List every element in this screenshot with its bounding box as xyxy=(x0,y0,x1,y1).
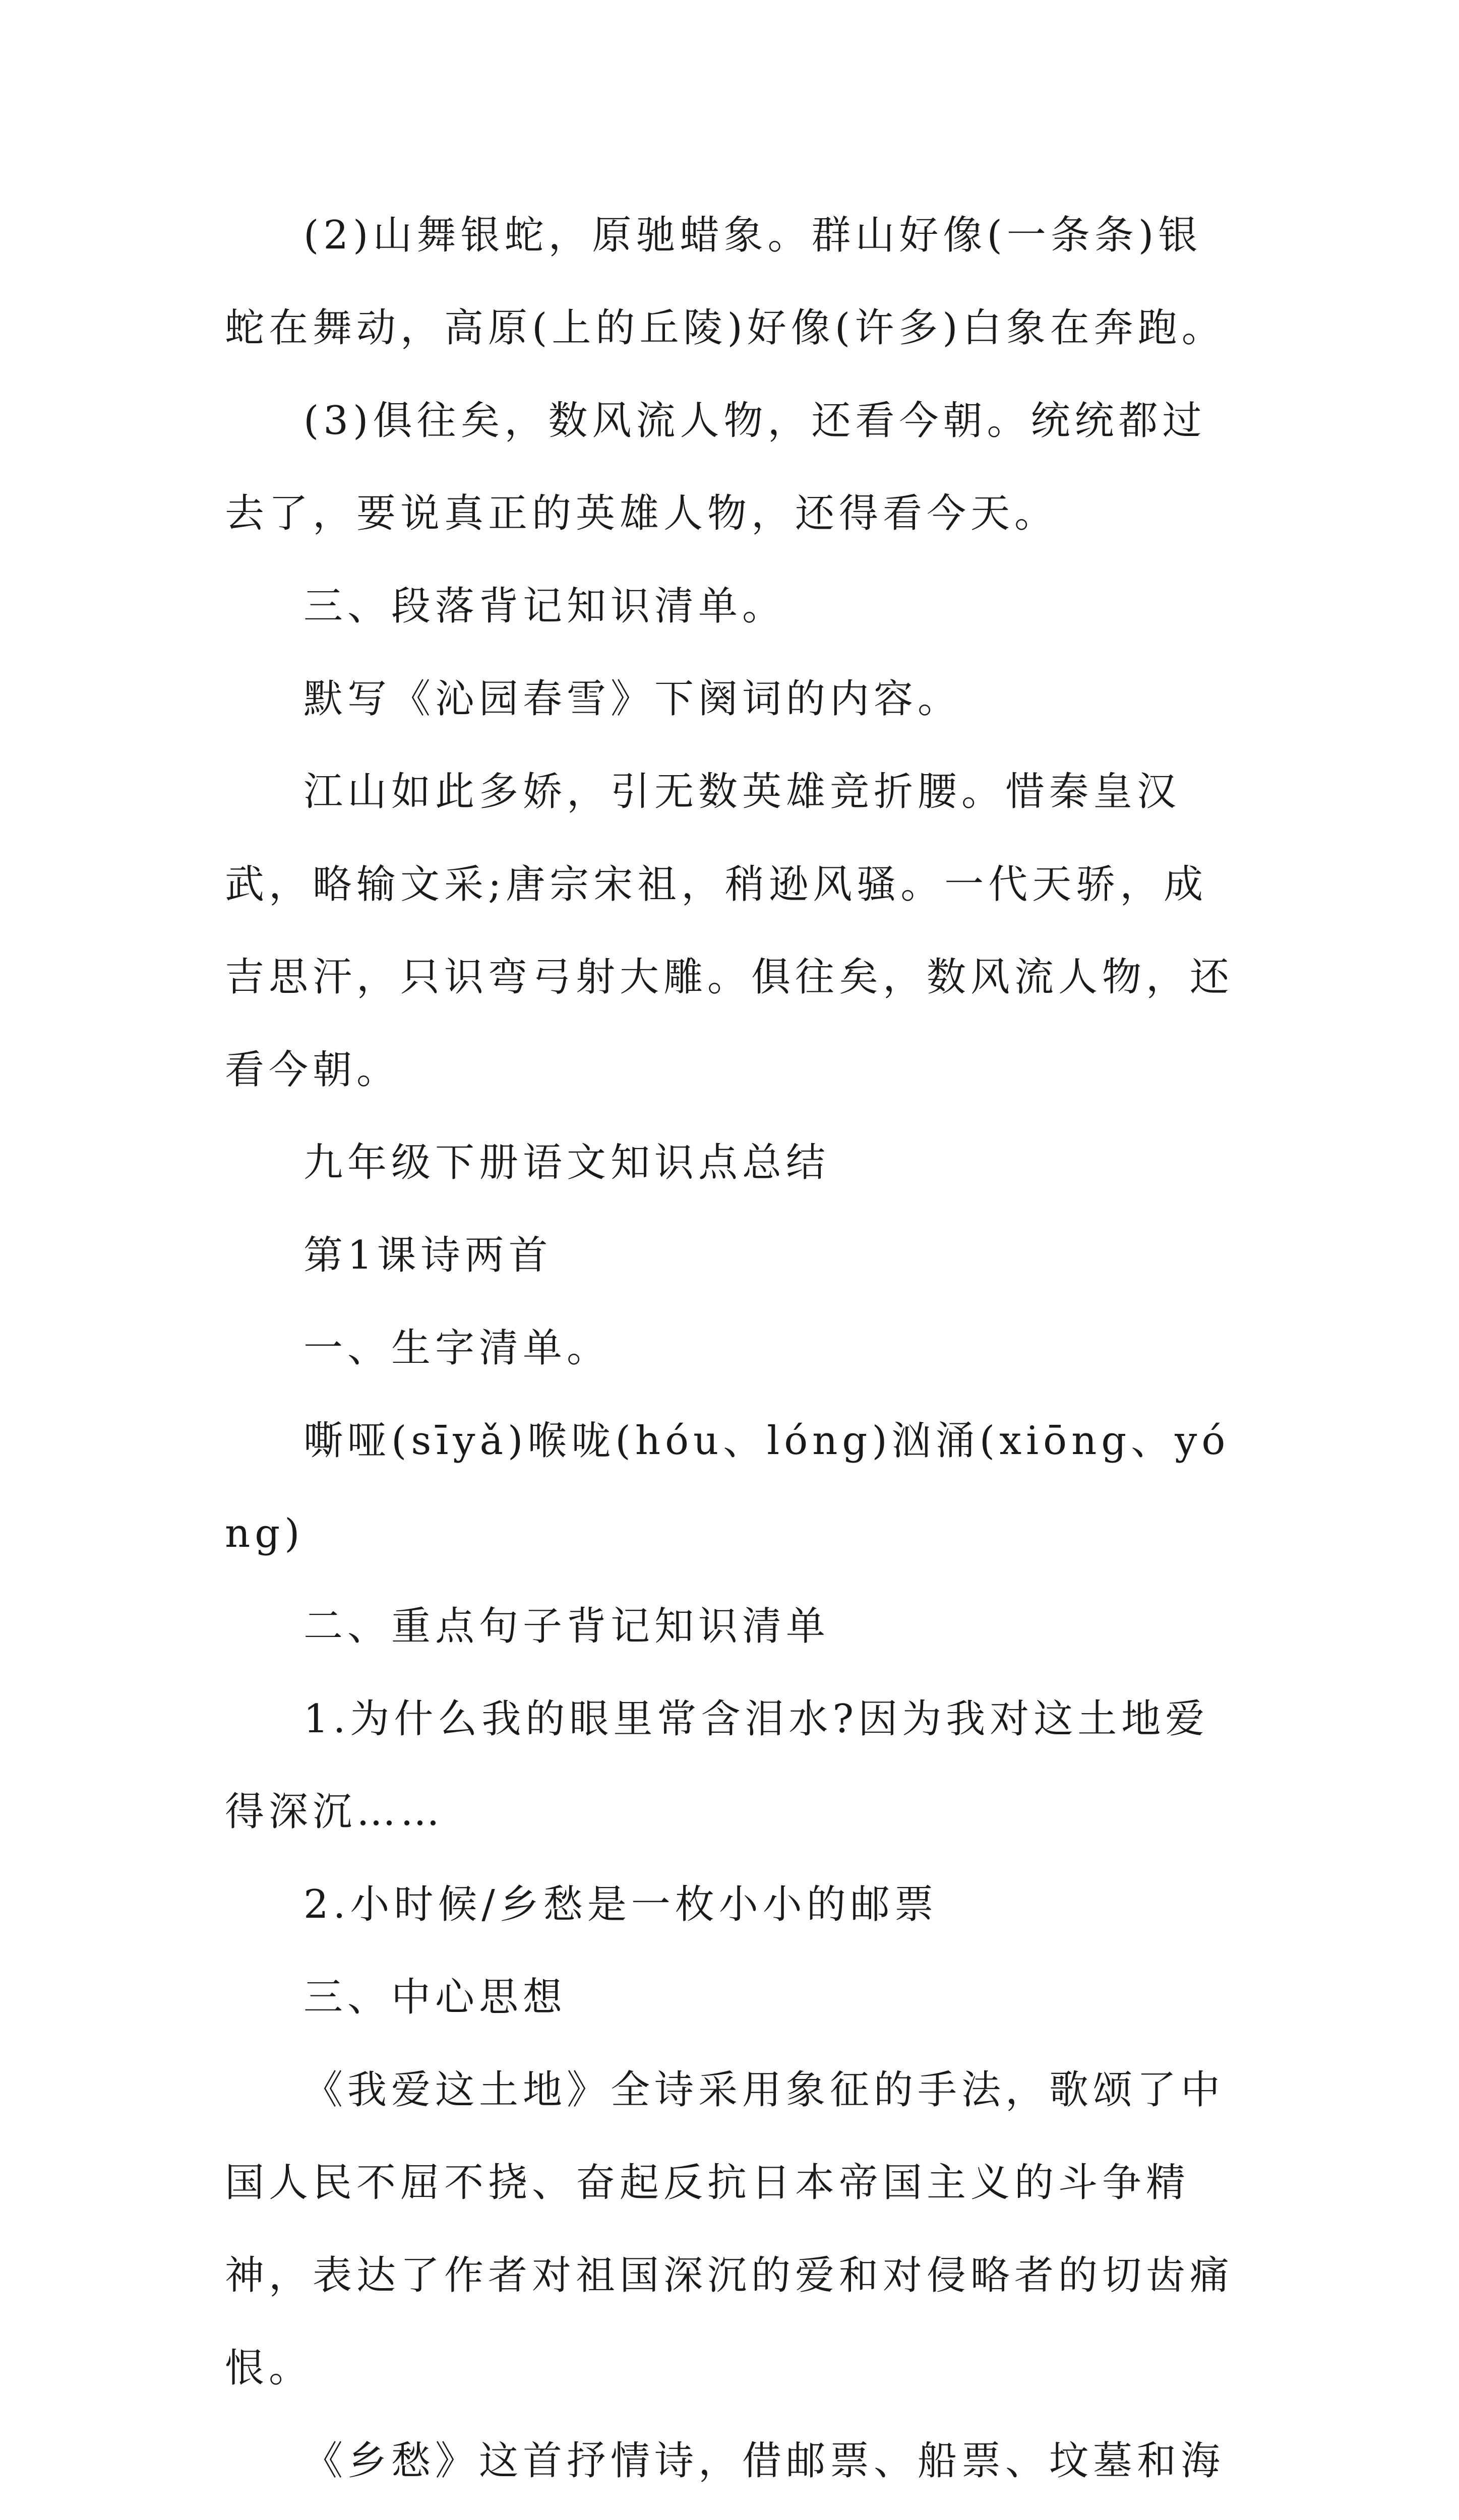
section-heading: 三、中心思想 xyxy=(303,1975,567,2020)
paragraph: 嘶哑(sīyǎ)喉咙(hóu、lóng)汹涌(xiōng、yóng) xyxy=(225,1418,1230,1556)
paragraph: (3)俱往矣，数风流人物，还看今朝。统统都过去了，要说真正的英雄人物，还得看今天。 xyxy=(225,398,1206,536)
paragraph: 默写《沁园春雪》下阕词的内容。 xyxy=(303,676,962,722)
paragraph: 2.小时候/乡愁是一枚小小的邮票 xyxy=(303,1882,938,1927)
paragraph: 《我爱这土地》全诗采用象征的手法，歌颂了中国人民不屈不挠、奋起反抗日本帝国主义的斗争精神，表达了作者对祖国深沉的爱和对侵略者的切齿痛恨。 xyxy=(225,2067,1234,2391)
section-heading: 一、生字清单。 xyxy=(303,1326,611,1371)
document-body xyxy=(225,189,1243,2520)
document-title: 九年级下册语文知识点总结 xyxy=(303,1140,830,1185)
lesson-heading: 第1课诗两首 xyxy=(303,1233,553,1278)
paragraph: 江山如此多娇，引无数英雄竞折腰。惜秦皇汉武，略输文采;唐宗宋祖，稍逊风骚。一代天骄，成吉思汗，只识弯弓射大雕。俱往矣，数风流人物，还看今朝。 xyxy=(225,769,1234,1093)
paragraph: 1.为什么我的眼里常含泪水?因为我对这土地爱得深沉…… xyxy=(225,1696,1209,1835)
section-heading: 三、段落背记知识清单。 xyxy=(303,584,786,629)
paragraph: 《乡愁》这首抒情诗，借邮票、船票、坟墓和海 xyxy=(303,2438,1225,2484)
paragraph: (2)山舞银蛇，原驰蜡象。群山好像(一条条)银蛇在舞动，高原(上的丘陵)好像(许多)白象在奔跑。 xyxy=(225,213,1226,351)
section-heading: 二、重点句子背记知识清单 xyxy=(303,1604,830,1649)
